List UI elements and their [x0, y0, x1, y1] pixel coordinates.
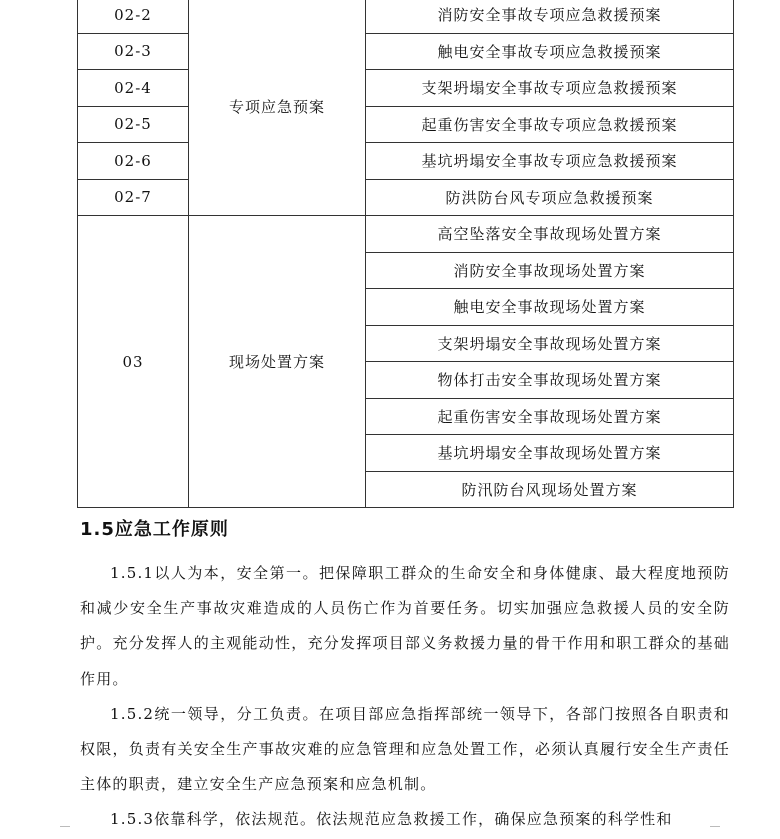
plan-code-cell: 02-5 [78, 106, 189, 143]
plan-name-cell: 起重伤害安全事故现场处置方案 [366, 398, 734, 435]
plan-code-cell: 02-4 [78, 70, 189, 107]
section-body [80, 556, 730, 838]
table-row [78, 179, 734, 216]
plan-category-cell: 专项应急预案 [189, 0, 366, 216]
table-row [78, 216, 734, 253]
plan-name-cell: 消防安全事故现场处置方案 [366, 252, 734, 289]
plan-name-cell: 起重伤害安全事故专项应急救援预案 [366, 106, 734, 143]
page-corner-mark [710, 826, 720, 837]
table-row [78, 70, 734, 107]
paragraph: 1.5.2统一领导，分工负责。在项目部应急指挥部统一领导下，各部门按照各自职责和权限，负责有关安全生产事故灾难的应急管理和应急处置工作，必须认真履行安全生产责任主体的职责，建立安全生产应急预案和应急机制。 [80, 704, 730, 794]
table-row [78, 0, 734, 33]
plan-name-cell: 高空坠落安全事故现场处置方案 [366, 216, 734, 253]
plan-name-cell: 支架坍塌安全事故现场处置方案 [366, 325, 734, 362]
plan-code-cell: 02-3 [78, 33, 189, 70]
plan-code-cell: 02-2 [78, 0, 189, 33]
plan-code-cell: 02-6 [78, 143, 189, 180]
plan-name-cell: 支架坍塌安全事故专项应急救援预案 [366, 70, 734, 107]
paragraph: 1.5.1以人为本，安全第一。把保障职工群众的生命安全和身体健康、最大程度地预防和减少安全生产事故灾难造成的人员伤亡作为首要任务。切实加强应急救援人员的安全防护。充分发挥人的主观能动性，充分发挥项目部义务救援力量的骨干作用和职工群众的基础作用。 [80, 564, 730, 688]
plan-name-cell: 防洪防台风专项应急救援预案 [366, 179, 734, 216]
plan-name-cell: 触电安全事故现场处置方案 [366, 289, 734, 326]
plan-category-cell: 现场处置方案 [189, 216, 366, 508]
section-heading: 1.5应急工作原则 [80, 519, 229, 540]
plan-code-cell: 02-7 [78, 179, 189, 216]
plan-code-cell: 03 [78, 216, 189, 508]
table-row [78, 106, 734, 143]
plan-name-cell: 消防安全事故专项应急救援预案 [366, 0, 734, 33]
plan-name-cell: 基坑坍塌安全事故现场处置方案 [366, 435, 734, 472]
emergency-plan-table [77, 0, 734, 508]
table-row [78, 33, 734, 70]
plan-name-cell: 基坑坍塌安全事故专项应急救援预案 [366, 143, 734, 180]
plan-name-cell: 触电安全事故专项应急救援预案 [366, 33, 734, 70]
page-corner-mark [60, 826, 70, 837]
table-row [78, 143, 734, 180]
paragraph: 1.5.3依靠科学，依法规范。依法规范应急救援工作，确保应急预案的科学性和 [110, 810, 673, 829]
plan-name-cell: 物体打击安全事故现场处置方案 [366, 362, 734, 399]
plan-name-cell: 防汛防台风现场处置方案 [366, 471, 734, 508]
